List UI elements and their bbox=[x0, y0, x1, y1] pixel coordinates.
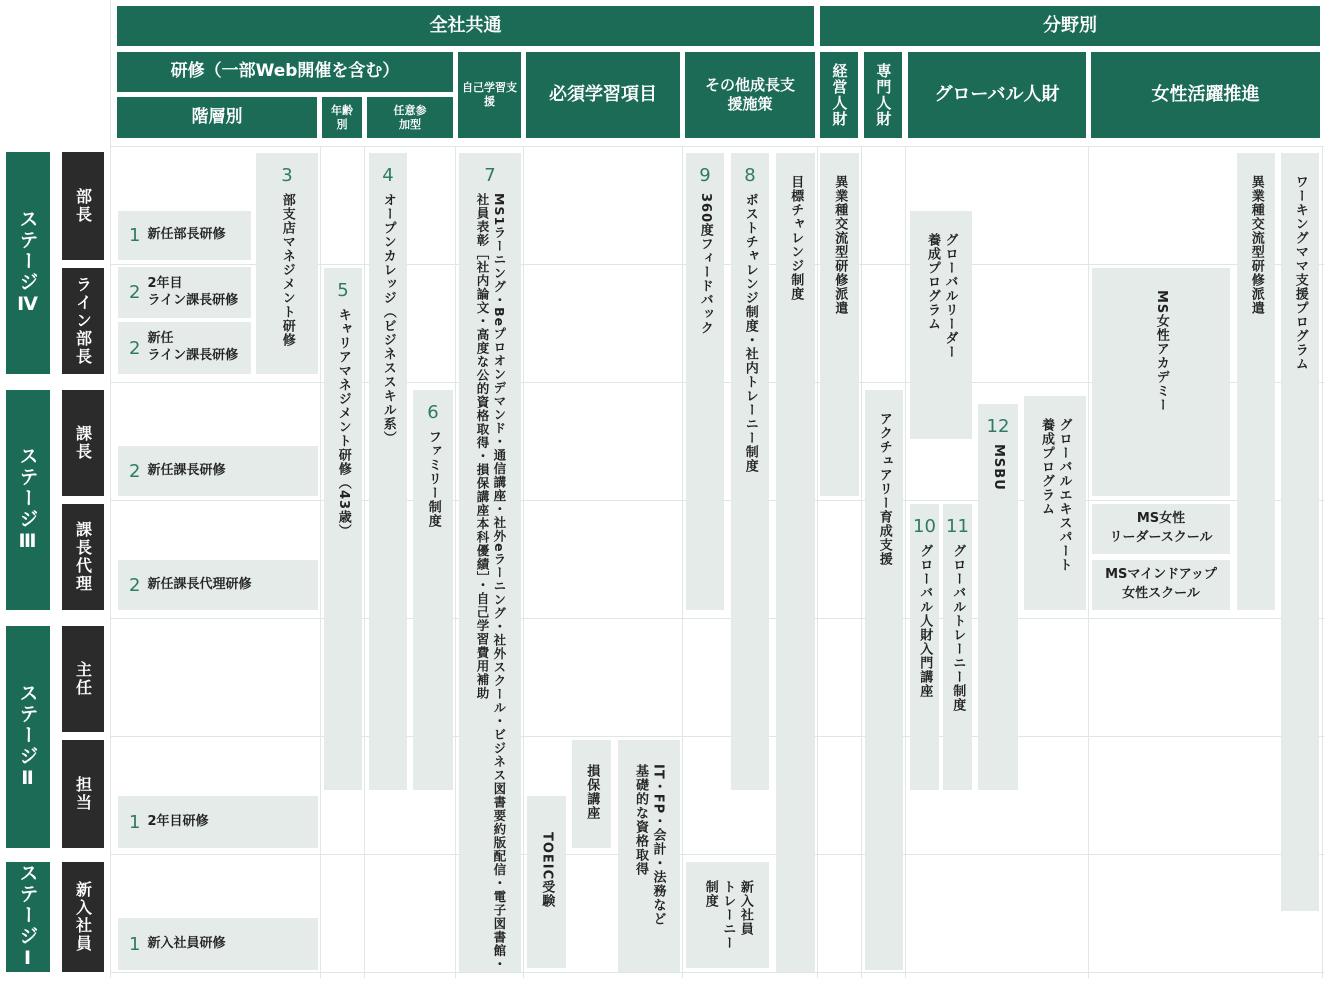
program-goal-challenge: 目標チャレンジ制度 bbox=[776, 153, 815, 972]
program-new-employee-trainee: 新入社員 トレーニー 制度 bbox=[686, 862, 769, 968]
header-global: グローバル人財 bbox=[908, 52, 1086, 138]
program-new-kacho-dairi: 2 新任課長代理研修 bbox=[118, 560, 318, 610]
role-kacho-dairi: 課長代理 bbox=[62, 504, 104, 610]
header-women: 女性活躍推進 bbox=[1091, 52, 1320, 138]
program-post-challenge: 8 ポストチャレンジ制度・社内トレーニー制度 bbox=[731, 153, 769, 790]
program-actuary: アクチュアリー育成支援 bbox=[865, 390, 903, 970]
program-ms-mindup-school: MSマインドアップ 女性スクール bbox=[1092, 560, 1230, 610]
program-new-employee: 1 新入社員研修 bbox=[118, 918, 318, 970]
program-global-intro: 10 グローバル人財入門講座 bbox=[910, 504, 939, 790]
program-ms-women-leader-school: MS女性 リーダースクール bbox=[1092, 504, 1230, 554]
stage-2: ステージⅡ bbox=[6, 626, 50, 848]
header-by-age: 年齢別 bbox=[322, 97, 362, 138]
header-required: 必須学習項目 bbox=[526, 52, 680, 138]
header-optional: 任意参加型 bbox=[367, 97, 453, 138]
program-open-college: 4 オープンカレッジ（ビジネススキル系） bbox=[369, 153, 407, 790]
program-toeic: TOEIC受験 bbox=[527, 796, 566, 968]
program-ms-women-academy: MS女性アカデミー bbox=[1092, 268, 1230, 496]
role-line-bucho: ライン部長 bbox=[62, 268, 104, 374]
role-shunin: 主任 bbox=[62, 626, 104, 732]
program-family: 6 ファミリー制度 bbox=[413, 390, 453, 790]
program-basic-qualifications: IT・FP・会計・法務など 基礎的な資格取得 bbox=[618, 740, 680, 972]
program-2nd-year-line-kacho: 2 2年目 ライン課長研修 bbox=[118, 267, 251, 318]
header-training: 研修（一部Web開催を含む） bbox=[117, 52, 453, 92]
program-self-study: 7 MS1ラーニング・Beプロオンデマンド・通信講座・社外eラーニング・社外スクール・ビジネス図書要約版配信・電子図書館・社員表彰［社内論文・高度な公的資格取得・損保講座本科優績］・自己学習費用補助 bbox=[459, 153, 521, 972]
stage-1: ステージⅠ bbox=[6, 862, 50, 972]
program-working-mama: ワーキングママ支援プログラム bbox=[1281, 153, 1319, 911]
program-global-expert: グローバルエキスパート 養成プログラム bbox=[1024, 396, 1086, 610]
header-management: 経営人財 bbox=[820, 52, 858, 138]
program-sonpo-course: 損保講座 bbox=[572, 740, 611, 848]
program-cross-industry-management: 異業種交流型研修派遣 bbox=[820, 153, 859, 496]
program-msbu: 12 MSBU bbox=[978, 404, 1018, 790]
stage-4: ステージⅣ bbox=[6, 152, 50, 374]
stage-3: ステージⅢ bbox=[6, 390, 50, 610]
program-new-bucho: 1 新任部長研修 bbox=[118, 211, 251, 260]
program-cross-industry-women: 異業種交流型研修派遣 bbox=[1237, 153, 1275, 610]
program-360-feedback: 9 360度フィードバック bbox=[686, 153, 724, 610]
header-company-wide: 全社共通 bbox=[117, 6, 814, 46]
header-by-field: 分野別 bbox=[820, 6, 1320, 46]
role-new-employee: 新入社員 bbox=[62, 862, 104, 972]
program-branch-management: 3 部支店マネジメント研修 bbox=[256, 153, 318, 374]
header-specialist: 専門人財 bbox=[864, 52, 902, 138]
header-self-study: 自己学習支援 bbox=[458, 52, 521, 138]
header-other-growth: その他成長支援施策 bbox=[685, 52, 815, 138]
program-global-trainee: 11 グローバルトレーニー制度 bbox=[943, 504, 972, 790]
program-new-line-kacho: 2 新任 ライン課長研修 bbox=[118, 322, 251, 374]
header-by-level: 階層別 bbox=[117, 97, 317, 138]
role-tanto: 担当 bbox=[62, 740, 104, 848]
role-kacho: 課長 bbox=[62, 390, 104, 496]
program-2nd-year: 1 2年目研修 bbox=[118, 796, 318, 848]
program-new-kacho: 2 新任課長研修 bbox=[118, 446, 318, 496]
program-career-management: 5 キャリアマネジメント研修（43歳） bbox=[324, 268, 362, 790]
role-bucho: 部長 bbox=[62, 152, 104, 260]
program-global-leader: グローバルリーダー 養成プログラム bbox=[910, 211, 972, 439]
